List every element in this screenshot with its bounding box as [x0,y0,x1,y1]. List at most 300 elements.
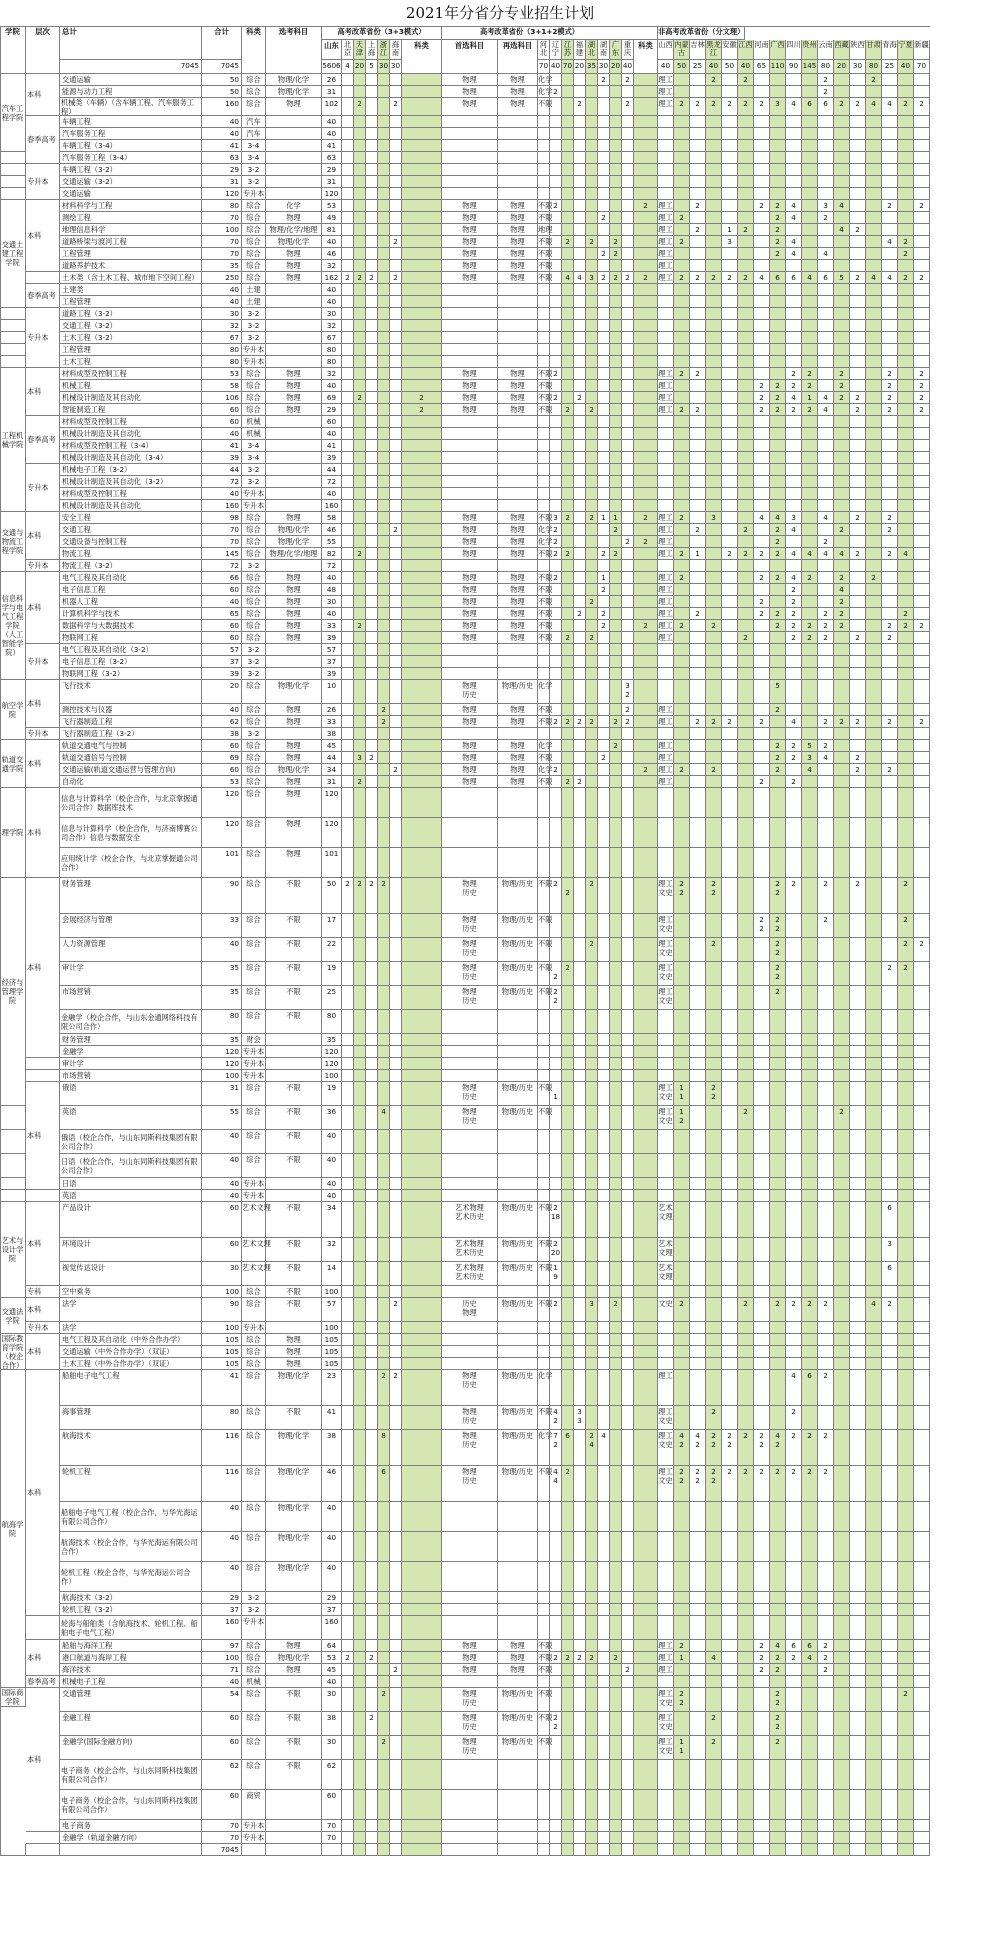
table-cell [866,1844,882,1856]
province-plan [610,356,622,368]
level-cell: 专升本 [26,1322,60,1334]
plan-total: 40 [202,596,242,608]
shandong-plan: 33 [322,620,342,632]
subject-cell [442,176,498,188]
category-cell [634,392,658,404]
province-plan [834,1430,850,1466]
province-plan [586,764,598,776]
province-plan [690,500,706,512]
province-plan [610,620,622,632]
province-plan [586,728,598,740]
province-plan [722,1760,738,1790]
header-province: 福建 [574,40,586,60]
subject-cell [266,332,322,344]
province-plan [550,188,562,200]
province-plan [834,1082,850,1106]
province-plan [898,776,914,788]
province-plan [722,296,738,308]
province-plan [802,308,818,320]
province-plan [850,1346,866,1358]
province-plan [802,332,818,344]
province-plan [342,224,354,236]
province-plan [722,752,738,764]
province-plan [706,548,722,560]
province-plan [770,164,786,176]
province-plan: 2 [818,86,834,98]
category-cell [402,296,442,308]
category-cell [634,1286,658,1298]
province-plan [866,962,882,986]
major-name: 机器人工程 [60,596,202,608]
province-plan [378,1562,390,1592]
province-plan [622,260,634,272]
subject-cell: 物理 [266,632,322,644]
province-plan [622,752,634,764]
province-plan [866,1430,882,1466]
province-plan [802,1046,818,1058]
category-cell [402,524,442,536]
header-province: 黑龙江 [706,40,722,60]
province-plan [866,776,882,788]
province-plan [722,818,738,848]
province-plan: 2 [390,272,402,284]
province-plan [562,1046,574,1058]
subject-cell: 不限 [266,1712,322,1736]
category-cell [402,1058,442,1070]
province-plan: 3 [722,236,738,248]
province-plan [622,488,634,500]
province-plan [354,1592,366,1604]
province-plan: 理工 文史 [658,914,674,938]
province-plan [622,986,634,1010]
province-plan [770,1406,786,1430]
province-plan [390,1790,402,1820]
province-plan [550,224,562,236]
province-plan: 2 [674,404,690,416]
province-plan [550,848,562,878]
province-plan [754,1334,770,1346]
province-plan [378,1346,390,1358]
plan-total: 40 [202,1178,242,1190]
subject-cell [442,476,498,488]
province-plan [378,1502,390,1532]
province-plan [658,1130,674,1154]
province-plan [610,938,622,962]
province-plan [574,1604,586,1616]
province-plan: 2 [598,548,610,560]
province-plan [722,512,738,524]
province-plan: 理工 [658,525,673,534]
plan-total: 40 [202,1154,242,1178]
province-plan [622,644,634,656]
province-plan [738,716,754,728]
province-plan [882,608,898,620]
province-plan [898,764,914,776]
province-plan: 2 [706,620,722,632]
province-plan [738,1652,754,1664]
plan-total: 120 [202,188,242,200]
province-plan [802,704,818,716]
province-plan [562,428,574,440]
shandong-plan: 23 [322,1370,342,1406]
province-plan [658,488,674,500]
province-plan [610,1154,622,1178]
province-plan [390,668,402,680]
category-cell: 专升本 [242,1179,265,1188]
province-plan [834,116,850,128]
province-plan: 2 [834,524,850,536]
province-plan [802,1406,818,1430]
plan-total: 60 [202,404,242,416]
province-plan: 2 [818,1466,834,1502]
province-plan [914,1712,930,1736]
shandong-plan: 33 [322,716,342,728]
province-plan [354,86,366,98]
province-plan [882,1604,898,1616]
province-plan [674,164,690,176]
province-plan: 2 [690,200,706,212]
subject-cell: 物理 [266,620,322,632]
province-plan [378,1406,390,1430]
province-plan [354,464,366,476]
province-plan: 2 [754,596,770,608]
province-plan [390,1190,402,1202]
province-plan [342,212,354,224]
province-plan [898,728,914,740]
province-plan [754,1286,770,1298]
header-grand-total: 7045 [60,60,202,74]
province-plan: 2 2 [674,878,690,914]
province-plan [390,476,402,488]
shandong-plan: 29 [322,1592,342,1604]
province-plan [738,1406,754,1430]
province-plan [354,128,366,140]
province-plan [866,368,882,380]
province-plan [610,224,622,236]
category-cell [402,1616,442,1640]
province-plan: 4 [786,572,802,584]
province-plan [866,818,882,848]
province-plan [354,164,366,176]
province-plan [562,1130,574,1154]
province-plan [706,416,722,428]
province-plan [754,848,770,878]
province-plan [850,428,866,440]
province-plan [342,1334,354,1346]
province-plan [574,464,586,476]
plan-total: 62 [202,1760,242,1790]
category-cell [634,488,658,500]
province-plan [674,1286,690,1298]
province-plan: 2 [390,1370,402,1406]
province-plan: 2 2 [706,1466,722,1502]
province-plan [738,284,754,296]
province-plan [690,236,706,248]
province-plan: 2 [706,1406,722,1430]
plan-total: 40 [202,1130,242,1154]
province-plan: 2 [674,764,690,776]
province-plan [690,152,706,164]
province-plan [598,878,610,914]
category-cell [402,1736,442,1760]
province-plan [722,404,738,416]
province-plan [834,1532,850,1562]
province-plan [850,152,866,164]
header-province: 山西 [658,40,674,60]
category-cell: 综合 [242,98,266,116]
province-plan [550,584,562,596]
plan-total: 60 [202,1712,242,1736]
category-cell: 综合 [242,986,266,1010]
province-plan [598,1640,610,1652]
header-quota: 20 [354,60,366,74]
province-plan [786,680,802,704]
province-plan [818,524,834,536]
subject-cell: 不限 [266,1238,322,1262]
province-plan [598,1298,610,1322]
province-plan [366,776,378,788]
province-plan [610,86,622,98]
subject-cell: 物理 [442,236,498,248]
province-plan [342,1154,354,1178]
province-plan [882,1154,898,1178]
province-plan [354,596,366,608]
province-plan [754,1238,770,1262]
province-plan [834,962,850,986]
province-plan [390,440,402,452]
category-cell: 综合 [242,536,266,548]
province-plan [706,1358,722,1370]
province-plan [882,140,898,152]
table-cell [498,1844,538,1856]
province-plan [834,500,850,512]
province-plan [754,1130,770,1154]
major-name: 金融工程 [60,1712,202,1736]
province-plan [342,1664,354,1676]
province-plan [706,1154,722,1178]
province-plan [850,248,866,260]
major-name: 轮海与船舶类（含航海技术、轮机工程、船舶电子电气工程） [60,1616,202,1640]
province-plan [354,1190,366,1202]
province-plan [674,1034,690,1046]
province-plan [834,464,850,476]
subject-cell: 物理 [266,98,322,116]
province-plan: 2 [586,632,598,644]
province-plan [562,1262,574,1286]
province-plan: 3 [586,1298,598,1322]
province-plan: 4 [574,272,586,284]
province-plan [690,1712,706,1736]
province-plan [354,668,366,680]
province-plan [754,1760,770,1790]
province-plan [770,1058,786,1070]
shandong-plan: 39 [322,632,342,644]
province-plan: 6 [802,1640,818,1652]
province-plan [834,776,850,788]
subject-cell [442,1190,498,1202]
province-plan [786,1322,802,1334]
category-cell: 专升本 [242,357,265,366]
major-name: 人力资源管理 [60,938,202,962]
province-plan [914,440,930,452]
province-plan: 2 [770,740,786,752]
province-plan: 不限 [538,1406,550,1430]
province-plan [342,1190,354,1202]
province-plan [674,356,690,368]
subject-cell [498,1532,538,1562]
province-plan [690,536,706,548]
province-plan [586,1664,598,1676]
province-plan: 理工 文史 [658,1106,674,1130]
province-plan [754,1190,770,1202]
province-plan [622,500,634,512]
header-subtotal-total: 7045 [202,60,242,74]
province-plan [342,1322,354,1334]
province-plan: 2 [754,1466,770,1502]
table-cell [322,1844,342,1856]
province-plan [366,392,378,404]
province-plan [586,1406,598,1430]
province-plan [674,536,690,548]
province-plan [914,668,930,680]
subject-cell: 物理/历史 [498,914,538,938]
category-cell [634,500,658,512]
province-plan [538,1190,550,1202]
province-plan: 2 [914,404,930,416]
major-name: 英语 [60,1106,202,1130]
province-plan [354,1346,366,1358]
province-plan [586,368,598,380]
subject-cell [498,1286,538,1298]
province-plan [378,1322,390,1334]
province-plan [366,1562,378,1592]
province-plan [898,632,914,644]
subject-cell: 物理 [266,260,322,272]
province-plan [722,380,738,392]
province-plan [574,1202,586,1238]
province-plan [378,1202,390,1238]
subject-cell [266,116,322,128]
shandong-plan: 40 [322,1130,342,1154]
major-name: 轮机工程（校企合作，与华光海运公司合作） [60,1562,202,1592]
province-plan: 1 [802,392,818,404]
shandong-plan: 70 [322,1832,342,1844]
province-plan [818,1010,834,1034]
province-plan: 2 [850,548,866,560]
province-plan: 3 [802,752,818,764]
province-plan [622,878,634,914]
province-plan [834,656,850,668]
province-plan [850,1262,866,1286]
province-plan [866,452,882,464]
province-plan [722,1322,738,1334]
province-plan [562,1736,574,1760]
province-plan [674,1154,690,1178]
province-plan [342,704,354,716]
subject-cell: 物理 [498,1664,538,1676]
province-plan: 2 [834,98,850,116]
province-plan [342,536,354,548]
province-plan [610,308,622,320]
province-plan [706,1034,722,1046]
category-cell [634,704,658,716]
province-plan [690,128,706,140]
category-cell [634,368,658,380]
province-plan [834,188,850,200]
category-cell [402,188,442,200]
province-plan: 4 2 [690,1430,706,1466]
province-plan: 2 [366,878,378,914]
subject-cell [498,284,538,296]
province-plan [674,86,690,98]
province-plan [834,1466,850,1502]
shandong-plan: 101 [322,848,342,878]
province-plan [586,1130,598,1154]
province-plan [738,656,754,668]
province-plan [850,986,866,1010]
table-cell [610,1844,622,1856]
province-plan [898,524,914,536]
province-plan [786,848,802,878]
province-plan [622,1046,634,1058]
province-plan [622,1562,634,1592]
province-plan [378,440,390,452]
province-plan [574,1346,586,1358]
province-plan: 2 [770,1652,786,1664]
province-plan [538,116,550,128]
subject-cell: 物理/历史 [498,680,538,704]
province-plan [754,1688,770,1712]
province-plan [738,1130,754,1154]
province-plan [690,308,706,320]
province-plan [754,632,770,644]
province-plan [562,296,574,308]
category-cell [634,1358,658,1370]
province-plan: 2 2 [550,1712,562,1736]
province-plan [850,1592,866,1604]
province-plan [562,1346,574,1358]
subject-cell: 物理 [266,392,322,404]
shandong-plan: 31 [322,176,342,188]
province-plan [574,1370,586,1406]
province-plan: 2 [722,272,738,284]
province-plan: 2 [598,74,610,86]
province-plan [550,428,562,440]
province-plan [770,344,786,356]
province-plan [586,98,598,116]
header-level: 层次 [26,26,60,74]
province-plan [622,668,634,680]
subject-cell: 物理 [266,1664,322,1676]
province-plan [622,428,634,440]
category-cell: 3-2 [242,176,266,188]
province-plan [818,1760,834,1790]
province-plan [550,1532,562,1562]
province-plan [818,572,834,584]
subject-cell [498,452,538,464]
province-plan [690,1106,706,1130]
province-plan [834,260,850,272]
province-plan [342,248,354,260]
province-plan: 2 [754,572,770,584]
province-plan [390,986,402,1010]
province-plan [738,440,754,452]
province-plan [818,1262,834,1286]
province-plan [882,536,898,548]
subject-cell: 物理 [442,98,498,116]
plan-total: 70 [202,212,242,224]
province-plan [754,1034,770,1046]
